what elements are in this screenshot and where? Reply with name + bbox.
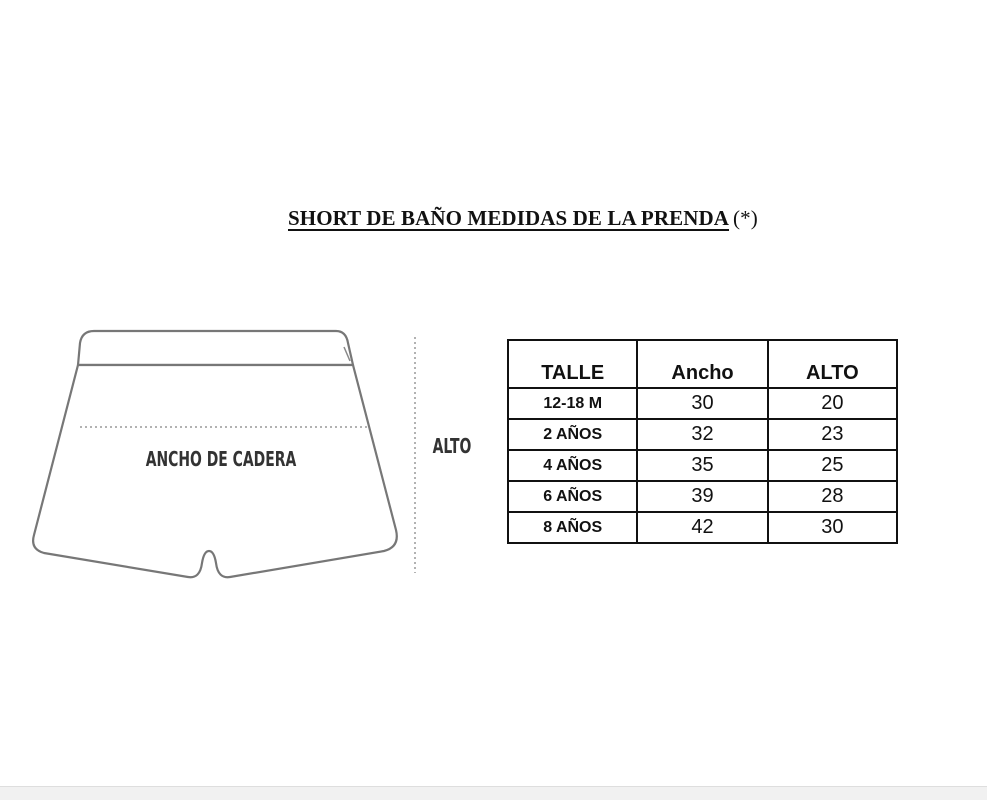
table-row: [508, 388, 897, 419]
table-row: [508, 419, 897, 450]
size-cell: 2 AÑOS: [508, 419, 637, 450]
ancho-cell: 30: [637, 388, 767, 419]
header-talle: TALLE: [508, 340, 637, 388]
ancho-cell: 35: [637, 450, 767, 481]
alto-cell: 23: [768, 419, 897, 450]
shorts-waistband: [78, 331, 353, 365]
table-header-row: [508, 340, 897, 388]
swim-shorts-diagram: [28, 325, 488, 585]
header-ancho: Ancho: [637, 340, 767, 388]
title-main: SHORT DE BAÑO MEDIDAS DE LA PRENDA: [288, 206, 730, 230]
alto-cell: 30: [768, 512, 897, 543]
size-cell: 12-18 M: [508, 388, 637, 419]
table-row: [508, 512, 897, 543]
ancho-cell: 39: [637, 481, 767, 512]
height-label: ALTO: [432, 435, 472, 459]
alto-cell: 28: [768, 481, 897, 512]
ancho-cell: 32: [637, 419, 767, 450]
header-alto: ALTO: [768, 340, 897, 388]
page-title: [288, 206, 758, 231]
size-cell: 8 AÑOS: [508, 512, 637, 543]
size-cell: 6 AÑOS: [508, 481, 637, 512]
ancho-cell: 42: [637, 512, 767, 543]
size-cell: 4 AÑOS: [508, 450, 637, 481]
table-row: [508, 450, 897, 481]
hip-width-label: ANCHO DE CADERA: [145, 448, 297, 472]
size-chart-table: [507, 339, 898, 544]
title-suffix: (*): [733, 206, 758, 230]
alto-cell: 20: [768, 388, 897, 419]
table-row: [508, 481, 897, 512]
alto-cell: 25: [768, 450, 897, 481]
page-bottom-edge: [0, 786, 987, 800]
